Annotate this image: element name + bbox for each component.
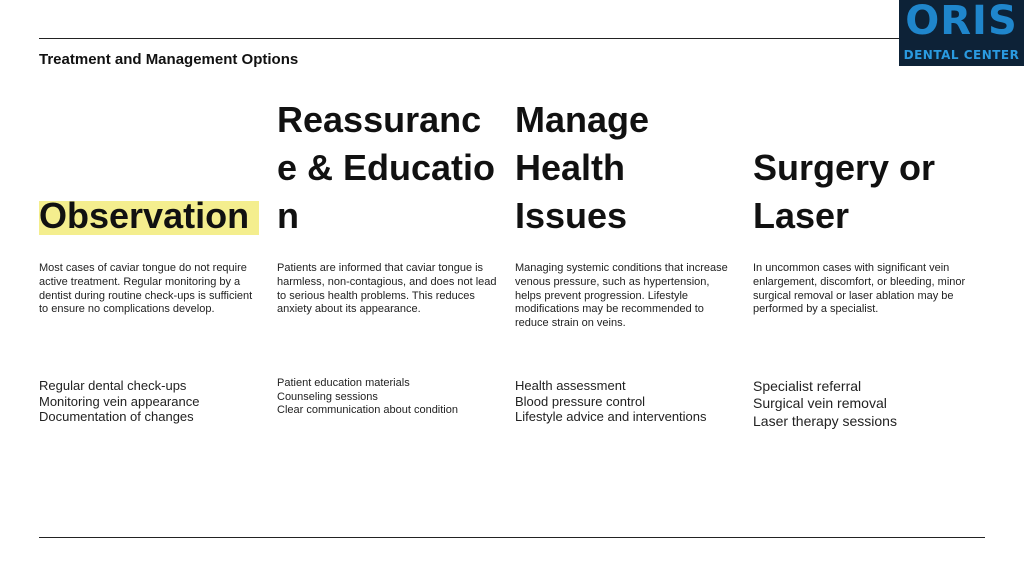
logo-subtitle: DENTAL CENTER xyxy=(903,48,1020,62)
list-item: Surgical vein removal xyxy=(753,395,887,412)
option-heading: Surgery or Laser xyxy=(753,147,936,236)
option-description: Patients are informed that caviar tongue is harmless, non-contagious, and does not lead to serious health problems. This reduces anxiety about its appearance. xyxy=(277,262,497,316)
list-item: Laser therapy sessions xyxy=(753,412,897,429)
option-items xyxy=(515,378,735,425)
option-heading: Reassurance & Education xyxy=(277,99,496,236)
option-items xyxy=(753,378,973,430)
list-item: Blood pressure control xyxy=(515,393,646,409)
list-item: Documentation of changes xyxy=(39,409,194,424)
list-item: Patient education materials xyxy=(277,377,410,389)
section-title: Treatment and Management Options xyxy=(39,51,299,68)
option-heading: Observation xyxy=(39,195,250,236)
list-item: Specialist referral xyxy=(753,378,862,394)
option-heading: Manage Health Issues xyxy=(515,99,650,236)
bottom-divider xyxy=(39,537,985,538)
list-item: Health assessment xyxy=(515,378,626,393)
list-item: Regular dental check-ups xyxy=(39,378,187,393)
list-item: Counseling sessions xyxy=(277,390,378,403)
oris-dental-logo xyxy=(899,0,1024,66)
option-items xyxy=(277,377,497,418)
option-description: In uncommon cases with significant vein enlargement, discomfort, or bleeding, minor surgical removal or laser ablation may be performed by a specialist. xyxy=(753,262,966,316)
list-item: Monitoring vein appearance xyxy=(39,393,200,409)
top-divider xyxy=(39,38,899,39)
option-description: Managing systemic conditions that increase venous pressure, such as hypertension, helps prevent progression. Lifestyle modifications may be recommended to reduce strain on veins. xyxy=(515,262,728,330)
list-item: Clear communication about condition xyxy=(277,404,458,417)
option-items xyxy=(39,378,259,425)
logo-wordmark: ORIS xyxy=(905,0,1018,44)
list-item: Lifestyle advice and interventions xyxy=(515,409,707,424)
option-description: Most cases of caviar tongue do not require active treatment. Regular monitoring by a dentist during routine check-ups is sufficient to ensure no complications develop. xyxy=(39,262,253,316)
